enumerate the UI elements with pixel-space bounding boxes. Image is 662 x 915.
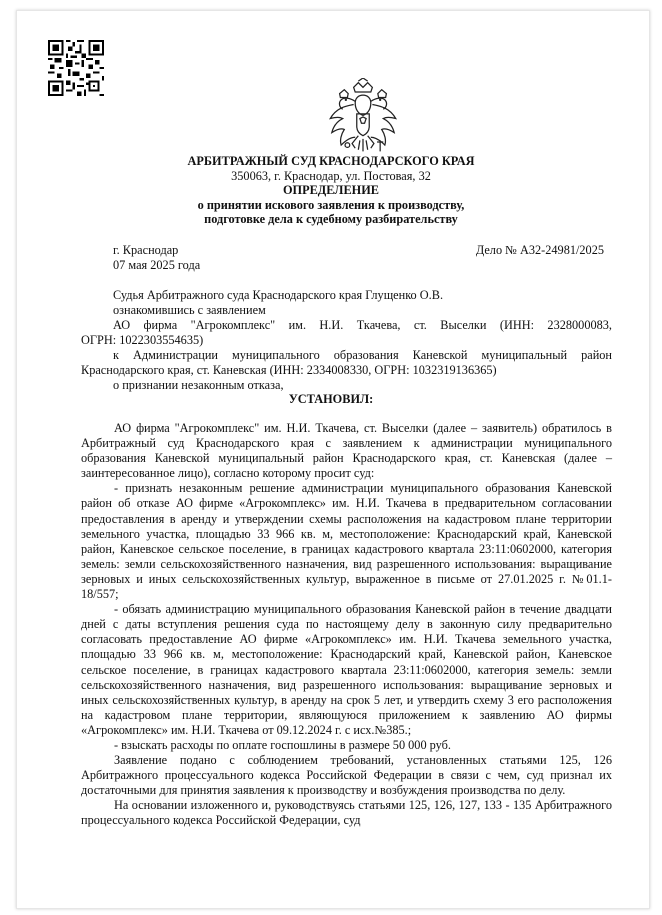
document-subtitle-line-1: о принятии искового заявления к производству,: [197, 198, 465, 212]
defendant-line-1: к Администрации муниципального образования Каневской муниципальный район: [113, 348, 612, 362]
defendant-line-2: Краснодарского края, ст. Каневская (ИНН: 2334008330, ОГРН: 1032319136365): [81, 363, 497, 377]
qr-code-icon: [48, 40, 104, 96]
established-heading: УСТАНОВИЛ:: [288, 392, 374, 406]
court-address: 350063, г. Краснодар, ул. Постовая, 32: [231, 169, 431, 183]
paragraph-6: На основании изложенного и, руководствуясь статьями 125, 126, 127, 133 - 135 Арбитражного процессуального кодекса Российской Федерации, суд: [81, 798, 612, 828]
paragraph-4: - взыскать расходы по оплате госпошлины в размере 50 000 руб.: [114, 737, 451, 752]
date: 07 мая 2025 года: [113, 258, 201, 272]
paragraph-5: Заявление подано с соблюдением требований, установленных статьями 125, 126 Арбитражного процессуального кодекса Российской Федерации в связи с чем, суд признал их достаточными для принятия заявления к производству и возбуждения производства по делу.: [81, 753, 612, 798]
case-number: Дело № А32-24981/2025: [475, 243, 604, 257]
document-subtitle-line-2: подготовке дела к судебному разбирательству: [204, 212, 458, 226]
court-name: АРБИТРАЖНЫЙ СУД КРАСНОДАРСКОГО КРАЯ: [187, 154, 475, 168]
body-text: [81, 421, 612, 829]
plaintiff-line-2: ОГРН: 1022303554635): [81, 333, 204, 347]
paragraph-1: АО фирма "Агрокомплекс" им. Н.И. Ткачева, ст. Выселки (далее – заявитель) обратилось в Арбитражный суд Краснодарского края с заявлением к администрации муниципального образования Каневской муниципальный район Краснодарского края, ст. Каневская (далее – заинтересованное лицо), согласно которому просит суд:: [81, 421, 612, 481]
russian-coat-of-arms-icon: [324, 78, 402, 156]
paragraph-2: - признать незаконным решение администрации муниципального образования Каневской район об отказе АО фирме «Агрокомплекс» им. Н.И. Ткачева в предварительном согласовании предоставления в аренду и утверждении схемы расположения на кадастровом плане территории земельного участка, площадью 33 966 кв. м, местоположение: Краснодарский край, Каневской район, Каневское сельское поселение, в границах кадастрового квартала 23:11:0602000, категория земель: земли сельскохозяйственного назначения, вид разрешенного использования: выращивание зерновых и иных сельскохозяйственных культур, выраженное в письме от 27.01.2025 г. №01.1-18/557;: [81, 481, 612, 602]
document-type: ОПРЕДЕЛЕНИЕ: [282, 183, 380, 197]
plaintiff-line-1: АО фирма "Агрокомплекс" им. Н.И. Ткачева, ст. Выселки (ИНН: 2328000083,: [113, 318, 612, 332]
subject-line: о признании незаконным отказа,: [113, 378, 284, 392]
city: г. Краснодар: [113, 243, 179, 257]
judge-line: Судья Арбитражного суда Краснодарского края Глущенко О.В.: [113, 288, 444, 302]
paragraph-3: - обязать администрацию муниципального образования Каневской район в течение двадцати дней с даты вступления решения суда по настоящему делу в законную силу предварительно согласовать предоставление АО фирме «Агрокомплекс» им. Н.И. Ткачева земельного участка, площадью 33 966 кв. м, местоположение: Краснодарский край, Каневской район, Каневское сельское поселение, в границах кадастрового квартала 23:11:0602000, категория земель: земли сельскохозяйственного назначения, вид разрешенного использования: выращивание зерновых и иных сельскохозяйственных культур, в аренду на срок 5 лет, и утвердить схему 3 его расположения на кадастровом плане территории, являющуюся приложением к заявлению АО фирмы «Агрокомплекс» им. Н.И. Ткачева от 09.12.2024 г. с исх.№385.;: [81, 602, 612, 737]
familiarized-line: ознакомившись с заявлением: [113, 303, 266, 317]
